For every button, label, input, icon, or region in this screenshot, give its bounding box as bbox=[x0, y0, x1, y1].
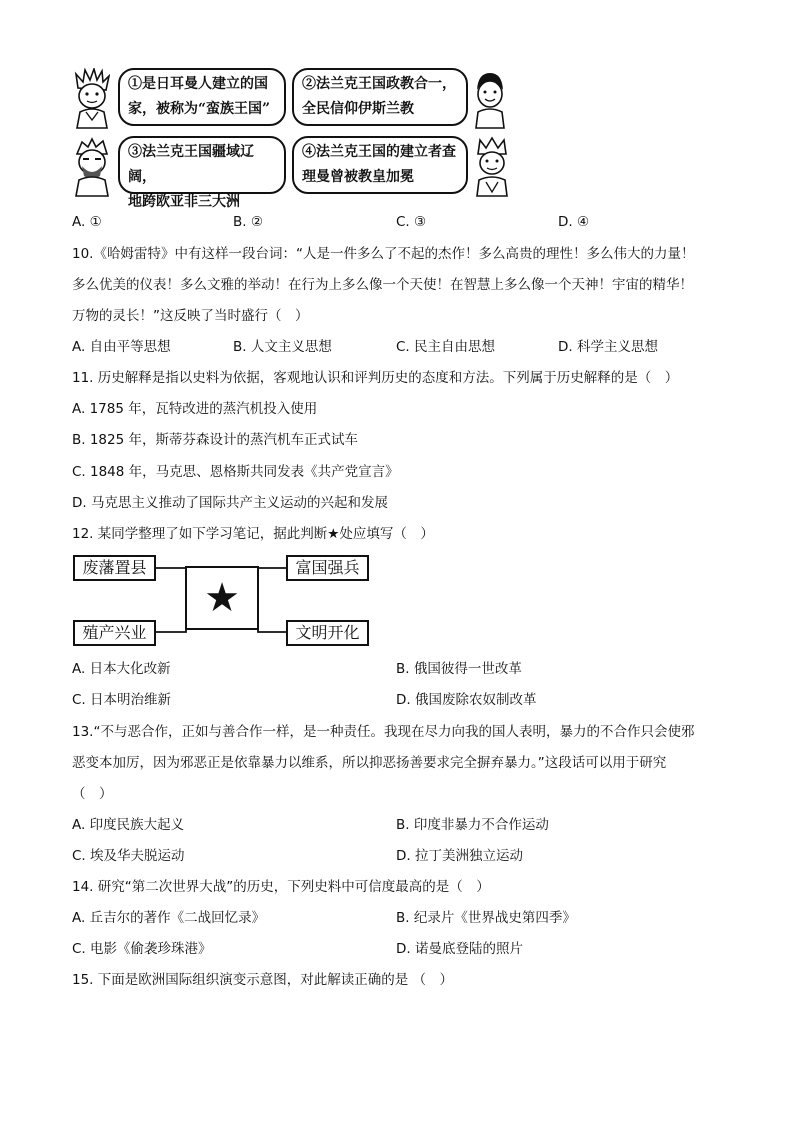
bubble-2-line-2: 全民信仰伊斯兰教 bbox=[302, 101, 414, 117]
diagram-star-box bbox=[185, 566, 259, 630]
q10-stem-line-1: 10.《哈姆雷特》中有这样一段台词：“人是一件多么了不起的杰作！多么高贵的理性！多么伟大的力量！ bbox=[72, 246, 695, 262]
q10-option-d[interactable]: D. 科学主义思想 bbox=[558, 339, 658, 355]
q13-option-c[interactable]: C. 埃及华夫脱运动 bbox=[72, 848, 185, 864]
q14-option-d[interactable]: D. 诺曼底登陆的照片 bbox=[396, 941, 523, 957]
q15-stem: 15. 下面是欧洲国际组织演变示意图，对此解读正确的是 （ ） bbox=[72, 972, 454, 988]
scruffy-face-icon bbox=[74, 136, 110, 198]
q12-option-c[interactable]: C. 日本明治维新 bbox=[72, 692, 172, 708]
diagram-box-bottom-right: 文明开化 bbox=[286, 620, 369, 646]
q13-option-d[interactable]: D. 拉丁美洲独立运动 bbox=[396, 848, 523, 864]
q9-option-d[interactable]: D. ④ bbox=[558, 214, 590, 230]
q14-stem: 14. 研究“第二次世界大战”的历史，下列史料中可信度最高的是（ ） bbox=[72, 879, 490, 895]
bubble-4-line-1: ④法兰克王国的建立者查 bbox=[302, 144, 456, 160]
q13-stem-line-2: 恶变本加厉，因为邪恶正是依靠暴力以维系，所以抑恶扬善要求完全摒弃暴力。”这段话可以用于研究 bbox=[72, 755, 667, 771]
q9-option-a[interactable]: A. ① bbox=[72, 214, 102, 230]
q12-option-b[interactable]: B. 俄国彼得一世改革 bbox=[396, 661, 522, 677]
bubble-2-line-1: ②法兰克王国政教合一， bbox=[302, 76, 456, 92]
q14-option-a[interactable]: A. 丘吉尔的著作《二战回忆录》 bbox=[72, 910, 266, 926]
q11-stem: 11. 历史解释是指以史料为依据，客观地认识和评判历史的态度和方法。下列属于历史解释的是（ ） bbox=[72, 370, 679, 386]
q13-option-b[interactable]: B. 印度非暴力不合作运动 bbox=[396, 817, 549, 833]
diagram-box-bottom-left: 殖产兴业 bbox=[73, 620, 156, 646]
bubble-3-line-2: 地跨欧亚非三大洲 bbox=[128, 194, 240, 210]
speech-bubble-2 bbox=[292, 68, 468, 126]
q13-option-a[interactable]: A. 印度民族大起义 bbox=[72, 817, 185, 833]
q11-option-d[interactable]: D. 马克思主义推动了国际共产主义运动的兴起和发展 bbox=[72, 495, 388, 511]
diagram-box-top-left: 废藩置县 bbox=[73, 555, 156, 581]
spiky-hair-face-icon bbox=[74, 68, 110, 130]
q12-option-a[interactable]: A. 日本大化改新 bbox=[72, 661, 171, 677]
smiling-face-icon bbox=[474, 70, 506, 130]
bubble-1-line-1: ①是日耳曼人建立的国 bbox=[128, 76, 268, 92]
q14-option-b[interactable]: B. 纪录片《世界战史第四季》 bbox=[396, 910, 576, 926]
q9-option-c[interactable]: C. ③ bbox=[396, 214, 427, 230]
q11-option-a[interactable]: A. 1785 年，瓦特改进的蒸汽机投入使用 bbox=[72, 401, 318, 417]
q12-stem: 12. 某同学整理了如下学习笔记，据此判断★处应填写（ ） bbox=[72, 526, 434, 542]
q9-option-b[interactable]: B. ② bbox=[233, 214, 263, 230]
bubble-4-line-2: 理曼曾被教皇加冕 bbox=[302, 169, 414, 185]
q11-option-c[interactable]: C. 1848 年，马克思、恩格斯共同发表《共产党宣言》 bbox=[72, 464, 399, 480]
q13-stem-line-1: 13.“不与恶合作，正如与善合作一样，是一种责任。我现在尽力向我的国人表明，暴力的不合作只会使邪 bbox=[72, 724, 695, 740]
bubble-1-line-2: 家，被称为“蛮族王国” bbox=[128, 101, 271, 117]
diagram-box-top-right: 富国强兵 bbox=[286, 555, 369, 581]
q12-option-d[interactable]: D. 俄国废除农奴制改革 bbox=[396, 692, 537, 708]
q10-stem-line-3: 万物的灵长！”这反映了当时盛行（ ） bbox=[72, 308, 309, 324]
crowned-face-icon bbox=[474, 136, 510, 198]
q10-option-c[interactable]: C. 民主自由思想 bbox=[396, 339, 496, 355]
speech-bubble-1 bbox=[118, 68, 286, 126]
q13-stem-line-3: （ ） bbox=[72, 786, 113, 802]
speech-bubble-4 bbox=[292, 136, 468, 194]
speech-bubble-3 bbox=[118, 136, 286, 210]
star-icon: ★ bbox=[204, 575, 240, 621]
q10-option-b[interactable]: B. 人文主义思想 bbox=[233, 339, 332, 355]
q10-stem-line-2: 多么优美的仪表！多么文雅的举动！在行为上多么像一个天使！在智慧上多么像一个天神！宇宙的精华！ bbox=[72, 277, 693, 293]
q10-option-a[interactable]: A. 自由平等思想 bbox=[72, 339, 171, 355]
bubble-3-line-1: ③法兰克王国疆域辽阔， bbox=[128, 144, 254, 185]
q11-option-b[interactable]: B. 1825 年，斯蒂芬森设计的蒸汽机车正式试车 bbox=[72, 432, 358, 448]
q14-option-c[interactable]: C. 电影《偷袭珍珠港》 bbox=[72, 941, 212, 957]
